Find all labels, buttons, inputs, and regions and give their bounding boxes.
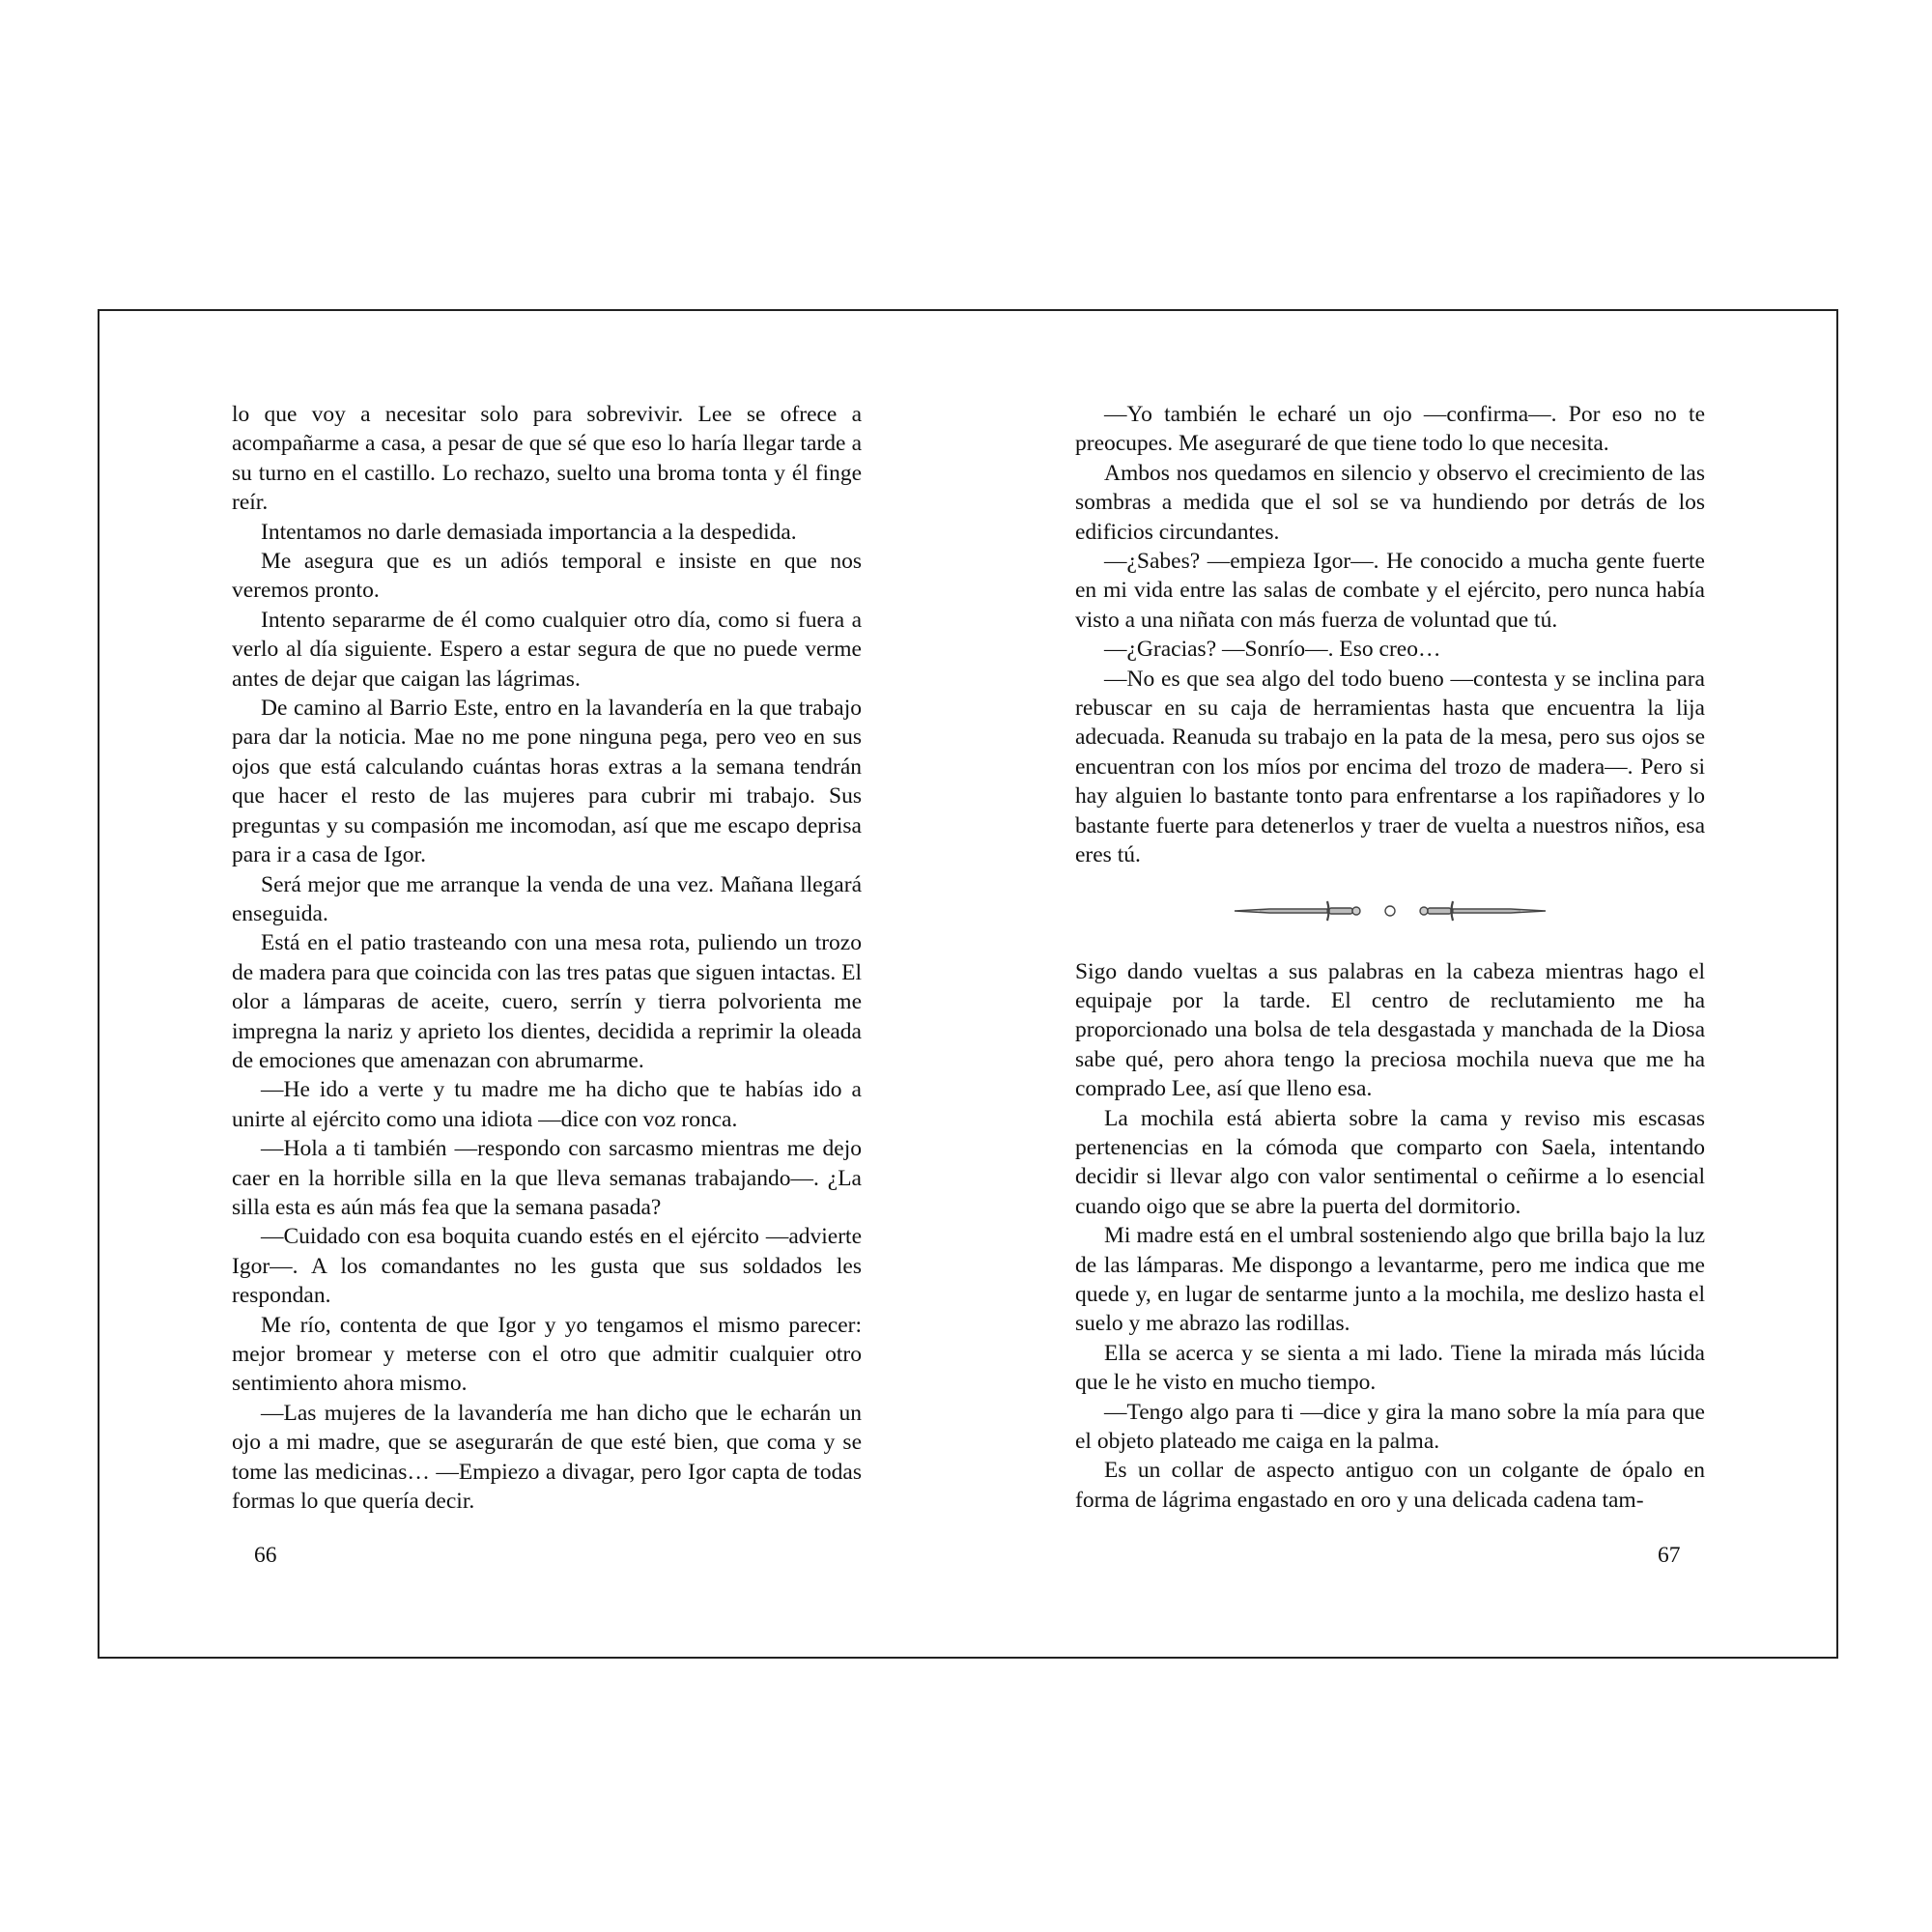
paragraph: Me río, contenta de que Igor y yo tengamos el mismo parecer: mejor bromear y meterse con el otro que admitir cualquier otro sentimiento ahora mismo. [232,1312,862,1397]
paragraph: Ella se acerca y se sienta a mi lado. Tiene la mirada más lúcida que le he visto en mucho tiempo. [1075,1340,1705,1396]
paragraph: —He ido a verte y tu madre me ha dicho que te habías ido a unirte al ejército como una idiota —dice con voz ronca. [232,1077,862,1132]
paragraph: —No es que sea algo del todo bueno —contesta y se inclina para rebuscar en su caja de herramientas hasta que encuentra la lija adecuada. Reanuda su trabajo en la pata de la mesa, pero sus ojos se encuentran con los míos por encima del trozo de madera—. Pero si hay alguien lo bastante tonto para enfrentarse a los rapiñadores y lo bastante fuerte para detenerlos y traer de vuelta a nuestros niños, esa eres tú. [1075,666,1705,868]
paragraph: Sigo dando vueltas a sus palabras en la cabeza mientras hago el equipaje por la tarde. El centro de reclutamiento me ha proporcionado una bolsa de tela desgastada y manchada de la Diosa sabe qué, pero ahora tengo la preciosa mochila nueva que me ha comprado Lee, así que lleno esa. [1075,958,1705,1102]
paragraph: Será mejor que me arranque la venda de una vez. Mañana llegará enseguida. [232,871,862,926]
paragraph: —¿Sabes? —empieza Igor—. He conocido a mucha gente fuerte en mi vida entre las salas de combate y el ejército, pero nunca había visto a una niñata con más fuerza de voluntad que tú. [1075,549,1705,633]
book-spread [98,309,1838,1659]
paragraph: Mi madre está en el umbral sosteniendo algo que brilla bajo la luz de las lámparas. Me dispongo a levantarme, pero me indica que me quede y, en lugar de sentarme junto a la mochila, me deslizo hasta el suelo y me abrazo las rodillas. [1075,1223,1705,1337]
paragraph: Está en el patio trasteando con una mesa rota, puliendo un trozo de madera para que coincida con las tres patas que siguen intactas. El olor a lámparas de aceite, cuero, serrín y tierra polvorienta me impregna la nariz y aprieto los dientes, decidida a reprimir la oleada de emociones que amenazan con abrumarme. [232,930,862,1073]
twin-daggers-icon [1231,892,1549,930]
paragraph: Intento separarme de él como cualquier otro día, como si fuera a verlo al día siguiente. Espero a estar segura de que no puede verme antes de dejar que caigan las lágrimas. [232,607,862,692]
paragraph: Es un collar de aspecto antiguo con un colgante de ópalo en forma de lágrima engastado en oro y una delicada cadena tam- [1075,1458,1705,1513]
paragraph: Me asegura que es un adiós temporal e insiste en que nos veremos pronto. [232,549,862,604]
page-number-left: 66 [254,1543,277,1568]
paragraph: Intentamos no darle demasiada importancia a la despedida. [261,519,797,545]
paragraph: De camino al Barrio Este, entro en la lavandería en la que trabajo para dar la noticia. Mae no me pone ninguna pega, pero veo en sus ojos que está calculando cuántas horas extras a la semana tendrán que hacer el resto de las mujeres para cubrir mi trabajo. Sus preguntas y su compasión me incomodan, así que me escapo deprisa para ir a casa de Igor. [232,696,862,868]
left-page [232,400,862,1516]
right-page [1075,400,1705,1515]
paragraph: —Las mujeres de la lavandería me han dicho que le echarán un ojo a mi madre, que se asegurarán de que esté bien, que coma y se tome las medicinas… —Empiezo a divagar, pero Igor capta de todas formas lo que quería decir. [232,1400,862,1515]
paragraph: —Yo también le echaré un ojo —confirma—. Por eso no te preocupes. Me aseguraré de que tiene todo lo que necesita. [1075,402,1705,457]
paragraph: La mochila está abierta sobre la cama y reviso mis escasas pertenencias en la cómoda que comparto con Saela, intentando decidir si llevar algo con valor sentimental o ceñirme a lo esencial cuando oigo que se abre la puerta del dormitorio. [1075,1105,1705,1219]
paragraph: lo que voy a necesitar solo para sobrevivir. Lee se ofrece a acompañarme a casa, a pesar de que sé que eso lo haría llegar tarde a su turno en el castillo. Lo rechazo, suelto una broma tonta y él finge reír. [232,402,862,516]
paragraph: Ambos nos quedamos en silencio y observo el crecimiento de las sombras a medida que el sol se va hundiendo por detrás de los edificios circundantes. [1075,460,1705,545]
paragraph: —Tengo algo para ti —dice y gira la mano sobre la mía para que el objeto plateado me caiga en la palma. [1075,1399,1705,1454]
paragraph: —Hola a ti también —respondo con sarcasmo mientras me dejo caer en la horrible silla en la que lleva semanas trabajando—. ¿La silla esta es aún más fea que la semana pasada? [232,1136,862,1220]
paragraph: —Cuidado con esa boquita cuando estés en el ejército —advierte Igor—. A los comandantes no les gusta que sus soldados les respondan. [232,1224,862,1309]
paragraph: —¿Gracias? —Sonrío—. Eso creo… [1104,637,1441,663]
page-number-right: 67 [1658,1543,1681,1568]
